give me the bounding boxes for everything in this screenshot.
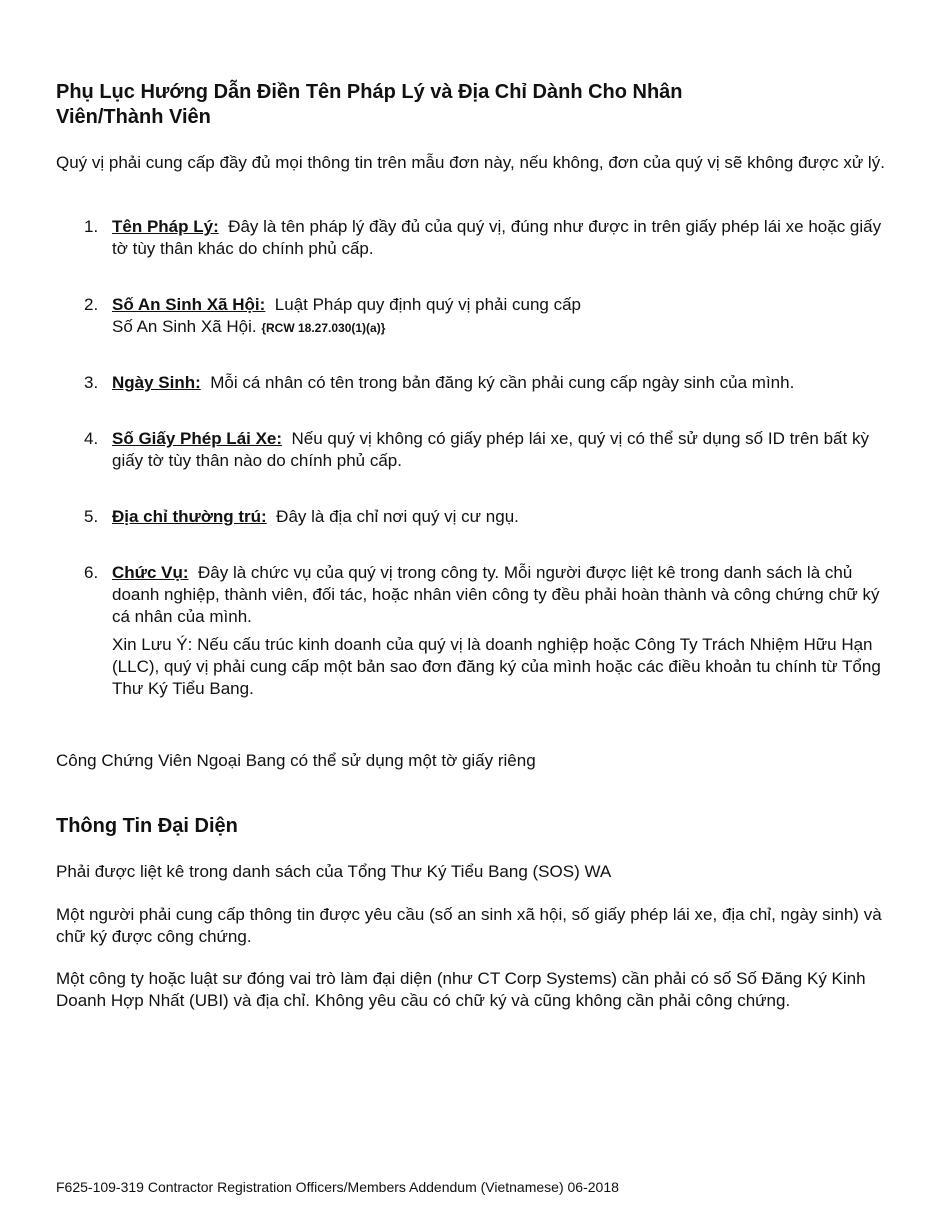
page-title: Phụ Lục Hướng Dẫn Điền Tên Pháp Lý và Địa Chỉ Dành Cho Nhân Viên/Thành Viên [56, 81, 683, 128]
item-number: 6. [84, 563, 99, 582]
item-number: 3. [84, 373, 99, 392]
agent-paragraph-2: Một người phải cung cấp thông tin được yêu cầu (số an sinh xã hội, số giấy phép lái xe, địa chỉ, ngày sinh) và chữ ký được công chứng. [56, 905, 882, 946]
agent-paragraph-3: Một công ty hoặc luật sư đóng vai trò làm đại diện (như CT Corp Systems) cần phải có số Số Đăng Ký Kinh Doanh Hợp Nhất (UBI) và địa chỉ. Không yêu cầu có chữ ký và cũng không cần phải công chứng. [56, 969, 866, 1010]
agent-section-heading: Thông Tin Đại Diện [56, 815, 238, 837]
item-term: Địa chỉ thường trú: [112, 507, 267, 526]
item-text: Nếu quý vị không có giấy phép lái xe, quý vị có thể sử dụng số ID trên bất kỳ giấy tờ tùy thân nào do chính phủ cấp. [112, 429, 869, 470]
item-term: Tên Pháp Lý: [112, 217, 219, 236]
item-text: Đây là tên pháp lý đầy đủ của quý vị, đúng như được in trên giấy phép lái xe hoặc giấy tờ tùy thân khác do chính phủ cấp. [112, 217, 882, 258]
form-footer: F625-109-319 Contractor Registration Officers/Members Addendum (Vietnamese) 06-2018 [56, 1179, 619, 1195]
intro-paragraph: Quý vị phải cung cấp đầy đủ mọi thông tin trên mẫu đơn này, nếu không, đơn của quý vị sẽ không được xử lý. [56, 153, 885, 172]
item-number: 1. [84, 217, 99, 236]
item-note: Xin Lưu Ý: Nếu cấu trúc kinh doanh của quý vị là doanh nghiệp hoặc Công Ty Trách Nhiệm Hữu Hạn (LLC), quý vị phải cung cấp một bản sao đơn đăng ký của mình hoặc các điều khoản tu chính từ Tổng Thư Ký Tiểu Bang. [112, 635, 881, 698]
item-text: Luật Pháp quy định quý vị phải cung cấp [274, 295, 582, 314]
item-text: Đây là địa chỉ nơi quý vị cư ngụ. [276, 507, 519, 526]
item-text-line2: Số An Sinh Xã Hội. [112, 317, 257, 336]
agent-paragraph-1: Phải được liệt kê trong danh sách của Tổng Thư Ký Tiểu Bang (SOS) WA [56, 862, 612, 881]
item-term: Ngày Sinh: [112, 373, 201, 392]
item-number: 4. [84, 429, 99, 448]
notary-note: Công Chứng Viên Ngoại Bang có thể sử dụng một tờ giấy riêng [56, 751, 536, 770]
rcw-reference: {RCW 18.27.030(1)(a)} [261, 321, 386, 335]
item-number: 5. [84, 507, 99, 526]
item-text: Đây là chức vụ của quý vị trong công ty. Mỗi người được liệt kê trong danh sách là chủ doanh nghiệp, thành viên, đối tác, hoặc nhân viên công ty đều phải hoàn thành và công chứng chữ ký cá nhân của mình. [112, 563, 880, 626]
item-term: Số An Sinh Xã Hội: [112, 295, 266, 314]
item-term: Số Giấy Phép Lái Xe: [112, 429, 283, 448]
item-term: Chức Vụ: [112, 563, 189, 582]
item-number: 2. [84, 295, 99, 314]
item-text: Mỗi cá nhân có tên trong bản đăng ký cần phải cung cấp ngày sinh của mình. [210, 373, 795, 392]
